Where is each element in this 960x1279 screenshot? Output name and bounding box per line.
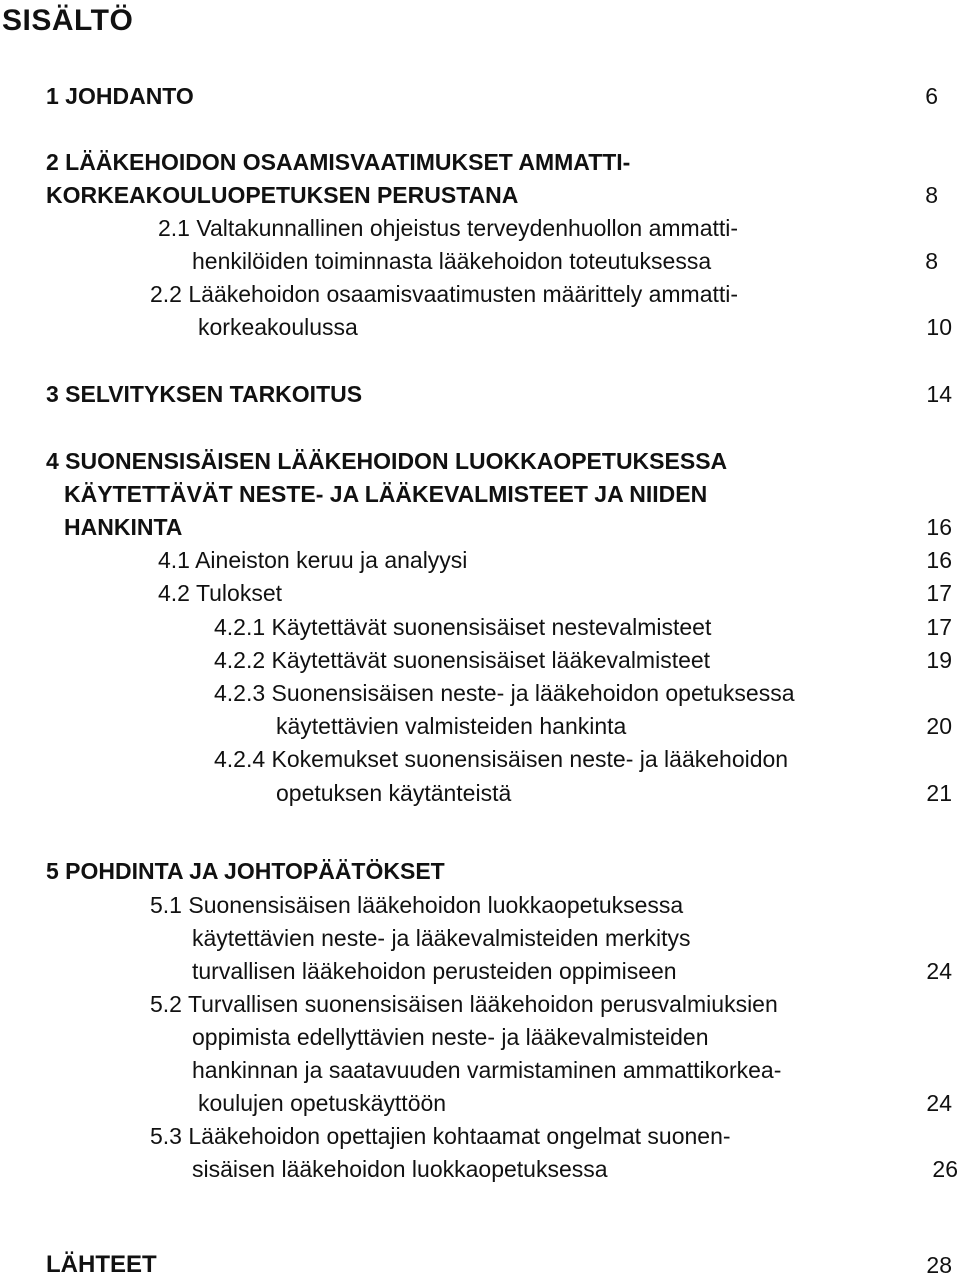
toc-entry-5-3-title-cont: sisäisen lääkehoidon luokkaopetuksessa xyxy=(192,1156,608,1182)
toc-entry-4-2-3-title: 4.2.3 Suonensisäisen neste- ja lääkehoidon opetuksessa xyxy=(214,680,795,706)
toc-entry-4-2-1-page: 17 xyxy=(926,614,952,640)
toc-entry-4-title-cont2: HANKINTA xyxy=(64,514,183,540)
toc-entry-3-title: 3 SELVITYKSEN TARKOITUS xyxy=(46,381,363,407)
toc-entry-2-title-cont: KORKEAKOULUOPETUKSEN PERUSTANA xyxy=(46,182,519,208)
toc-entry-2-page: 8 xyxy=(925,182,938,208)
toc-entry-5-2-title: 5.2 Turvallisen suonensisäisen lääkehoidon perusvalmiuksien xyxy=(150,991,778,1017)
toc-entry-2-2-title: 2.2 Lääkehoidon osaamisvaatimusten määrittely ammatti- xyxy=(150,281,739,307)
toc-entry-5-1-title-cont: käytettävien neste- ja lääkevalmisteiden merkitys xyxy=(192,925,691,951)
toc-entry-references-page: 28 xyxy=(926,1252,952,1278)
toc-entry-3-page: 14 xyxy=(926,381,952,407)
toc-entry-5-2-title-cont: oppimista edellyttävien neste- ja lääkevalmisteiden xyxy=(192,1024,709,1050)
toc-entry-5-3-title: 5.3 Lääkehoidon opettajien kohtaamat ongelmat suonen- xyxy=(150,1123,731,1149)
toc-entry-2-1-title: 2.1 Valtakunnallinen ohjeistus terveydenhuollon ammatti- xyxy=(158,215,739,241)
toc-entry-2-1-title-cont: henkilöiden toiminnasta lääkehoidon toteutuksessa xyxy=(192,248,712,274)
toc-entry-4-1-page: 16 xyxy=(926,547,952,573)
toc-entry-5-2-title-cont3: koulujen opetuskäyttöön xyxy=(198,1090,447,1116)
toc-entry-4-2-4-page: 21 xyxy=(926,780,952,806)
toc-entry-5-title: 5 POHDINTA JA JOHTOPÄÄTÖKSET xyxy=(46,858,445,884)
toc-entry-1-page: 6 xyxy=(925,83,938,109)
toc-entry-2-title: 2 LÄÄKEHOIDON OSAAMISVAATIMUKSET AMMATTI- xyxy=(46,149,631,175)
toc-entry-4-1-title: 4.1 Aineiston keruu ja analyysi xyxy=(158,547,468,573)
toc-entry-2-2-page: 10 xyxy=(926,314,952,340)
toc-entry-4-2-3-title-cont: käytettävien valmisteiden hankinta xyxy=(276,713,627,739)
toc-entry-2-2-title-cont: korkeakoulussa xyxy=(198,314,358,340)
toc-entry-4-title: 4 SUONENSISÄISEN LÄÄKEHOIDON LUOKKAOPETUKSESSA xyxy=(46,448,728,474)
toc-entry-5-1-title: 5.1 Suonensisäisen lääkehoidon luokkaopetuksessa xyxy=(150,892,684,918)
toc-entry-5-3-page: 26 xyxy=(932,1156,958,1182)
toc-entry-4-2-4-title-cont: opetuksen käytänteistä xyxy=(276,780,512,806)
toc-entry-4-2-1-title: 4.2.1 Käytettävät suonensisäiset nestevalmisteet xyxy=(214,614,712,640)
toc-entry-4-title-cont: KÄYTETTÄVÄT NESTE- JA LÄÄKEVALMISTEET JA NIIDEN xyxy=(64,481,708,507)
toc-entry-4-2-title: 4.2 Tulokset xyxy=(158,580,283,606)
toc-entry-1-title: 1 JOHDANTO xyxy=(46,83,194,109)
toc-entry-4-page: 16 xyxy=(926,514,952,540)
toc-entry-5-1-page: 24 xyxy=(926,958,952,984)
toc-entry-5-2-title-cont2: hankinnan ja saatavuuden varmistaminen ammattikorkea- xyxy=(192,1057,782,1083)
page-title: SISÄLTÖ xyxy=(2,4,134,37)
toc-entry-4-2-2-title: 4.2.2 Käytettävät suonensisäiset lääkevalmisteet xyxy=(214,647,711,673)
toc-entry-4-2-3-page: 20 xyxy=(926,713,952,739)
toc-entry-5-1-title-cont2: turvallisen lääkehoidon perusteiden oppimiseen xyxy=(192,958,677,984)
toc-entry-5-2-page: 24 xyxy=(926,1090,952,1116)
toc-entry-4-2-2-page: 19 xyxy=(926,647,952,673)
toc-entry-4-2-page: 17 xyxy=(926,580,952,606)
toc-entry-4-2-4-title: 4.2.4 Kokemukset suonensisäisen neste- ja lääkehoidon xyxy=(214,746,789,772)
toc-entry-references-title: LÄHTEET xyxy=(46,1251,157,1278)
toc-entry-2-1-page: 8 xyxy=(925,248,938,274)
